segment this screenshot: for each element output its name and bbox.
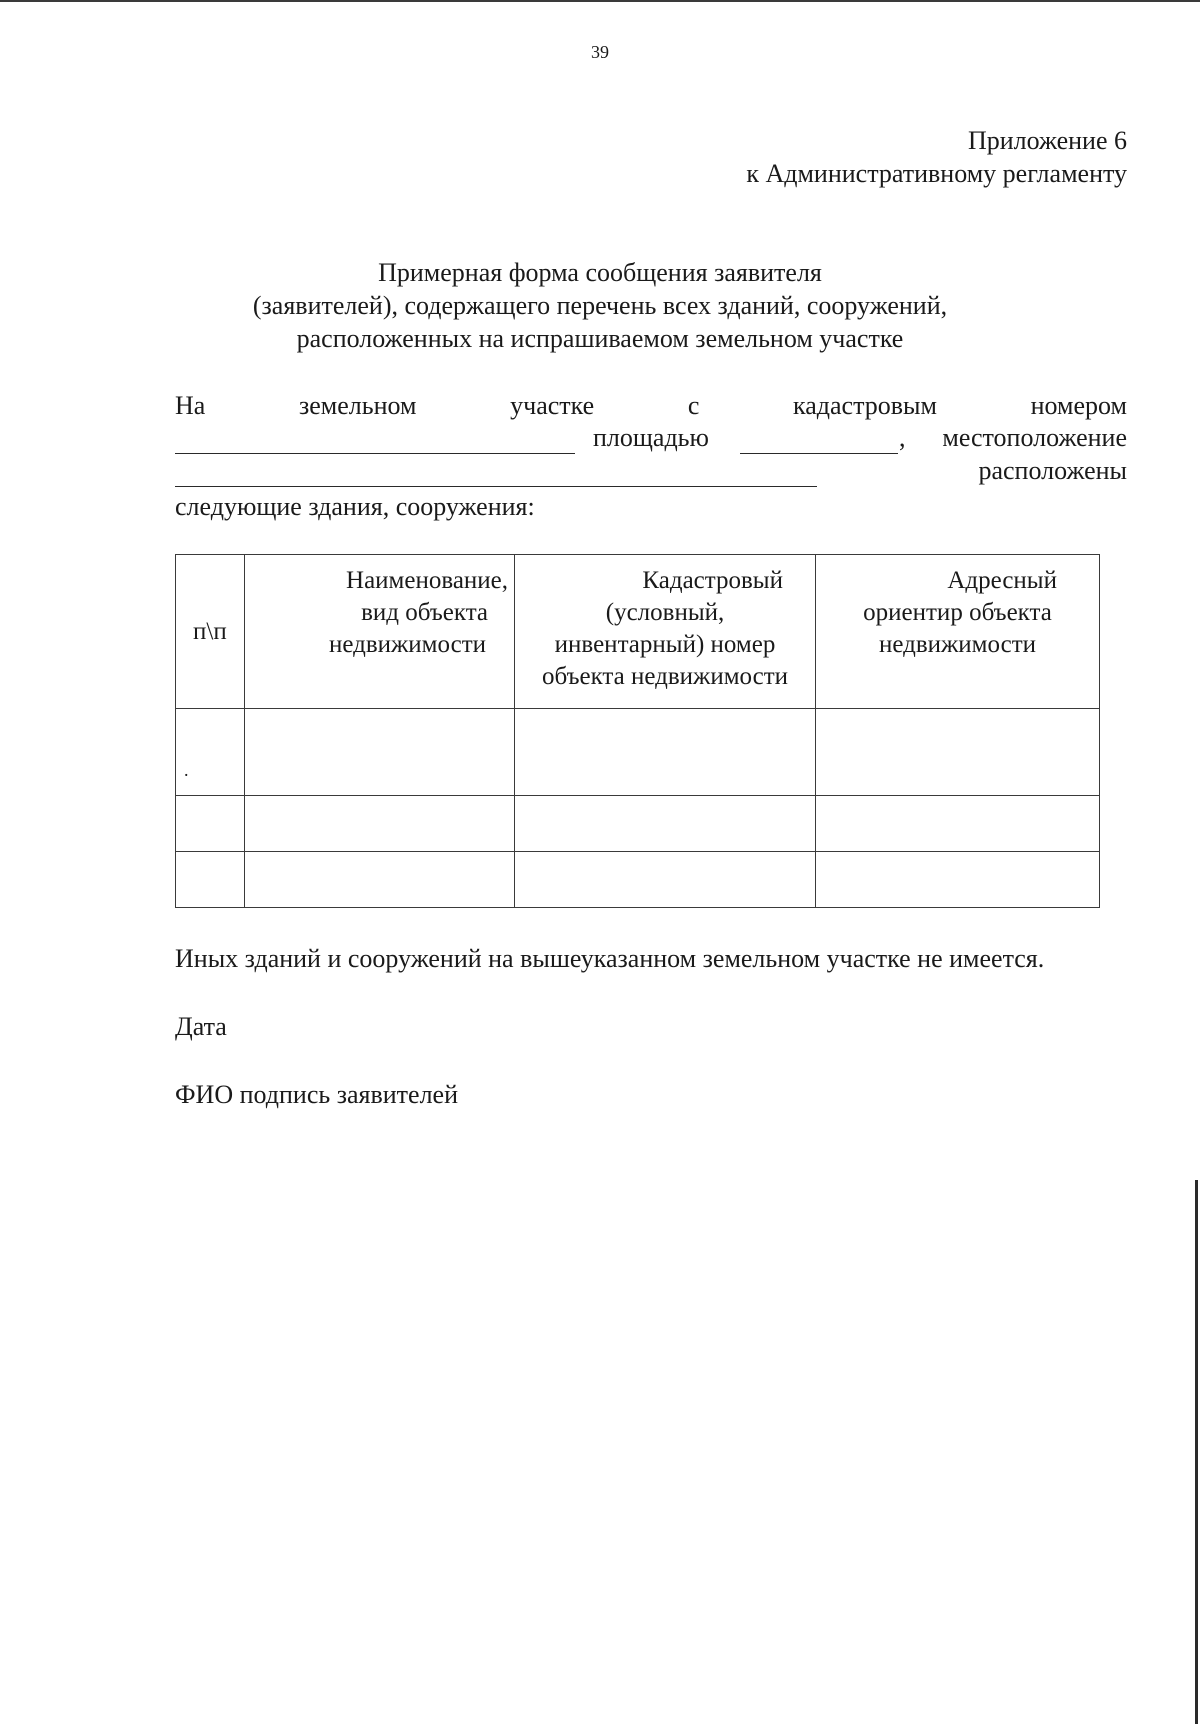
intro-line-3 — [175, 456, 1127, 490]
appendix-header — [746, 124, 1127, 190]
table-cell — [176, 709, 245, 796]
signature-label: ФИО подпись заявителей — [175, 1080, 459, 1109]
intro-word: кадастровым — [793, 391, 937, 420]
cadastral-number-blank — [175, 453, 575, 454]
header-cadastral-line: инвентарный) номер — [554, 631, 776, 658]
table-row — [176, 852, 1100, 908]
page-number: 39 — [591, 42, 609, 62]
table-header-row — [176, 555, 1100, 709]
table-row — [176, 709, 1100, 796]
objects-table — [175, 554, 1100, 908]
intro-word: земельном — [298, 391, 417, 420]
table-cell — [515, 709, 816, 796]
table-cell — [816, 796, 1100, 852]
location-blank — [175, 486, 817, 487]
intro-line-4: следующие здания, сооружения: — [175, 492, 535, 521]
table-row — [176, 796, 1100, 852]
appendix-line-2: к Административному регламенту — [746, 159, 1127, 188]
header-name-line: Наименование, — [346, 567, 509, 594]
header-address-line: недвижимости — [878, 631, 1037, 658]
table-cell — [244, 709, 514, 796]
form-title-line-3: расположенных на испрашиваемом земельном участке — [296, 324, 904, 353]
located-label: расположены — [978, 456, 1127, 485]
header-address — [816, 555, 1100, 709]
intro-word: На — [175, 391, 206, 420]
table-cell — [176, 852, 245, 908]
area-blank — [740, 453, 898, 454]
table-cell — [816, 852, 1100, 908]
date-label: Дата — [175, 1012, 227, 1041]
header-name-line: вид объекта — [361, 599, 489, 626]
intro-word: участке — [510, 391, 595, 420]
table-cell — [515, 796, 816, 852]
table-cell — [244, 796, 514, 852]
header-cadastral — [515, 555, 816, 709]
table-cell — [244, 852, 514, 908]
header-number: п\п — [176, 555, 245, 709]
header-address-line: ориентир объекта — [863, 599, 1052, 626]
table-cell — [515, 852, 816, 908]
header-cadastral-line: (условный, — [605, 599, 725, 626]
area-label: площадью — [593, 423, 709, 452]
header-name — [244, 555, 514, 709]
table-cell — [176, 796, 245, 852]
intro-word: номером — [1030, 391, 1127, 420]
intro-word: с — [687, 391, 700, 420]
appendix-line-1: Приложение 6 — [967, 126, 1127, 155]
header-address-line: Адресный — [947, 567, 1057, 594]
row-mark: . — [184, 760, 189, 780]
header-name-line: недвижимости — [328, 631, 487, 658]
comma: , — [899, 423, 906, 452]
location-label: местоположение — [942, 423, 1127, 452]
no-other-buildings-statement: Иных зданий и сооружений на вышеуказанном земельном участке не имеется. — [175, 944, 1045, 973]
table-cell — [816, 709, 1100, 796]
intro-line-1 — [175, 391, 1127, 421]
intro-line-2 — [175, 423, 1127, 457]
page-top-border — [0, 0, 1200, 2]
header-cadastral-line: Кадастровый — [642, 567, 783, 594]
form-title-line-2: (заявителей), содержащего перечень всех зданий, сооружений, — [252, 291, 948, 320]
form-title — [150, 256, 1050, 355]
header-cadastral-line: объекта недвижимости — [541, 663, 789, 690]
page-right-border — [1195, 1180, 1198, 1724]
form-title-line-1: Примерная форма сообщения заявителя — [378, 258, 822, 287]
